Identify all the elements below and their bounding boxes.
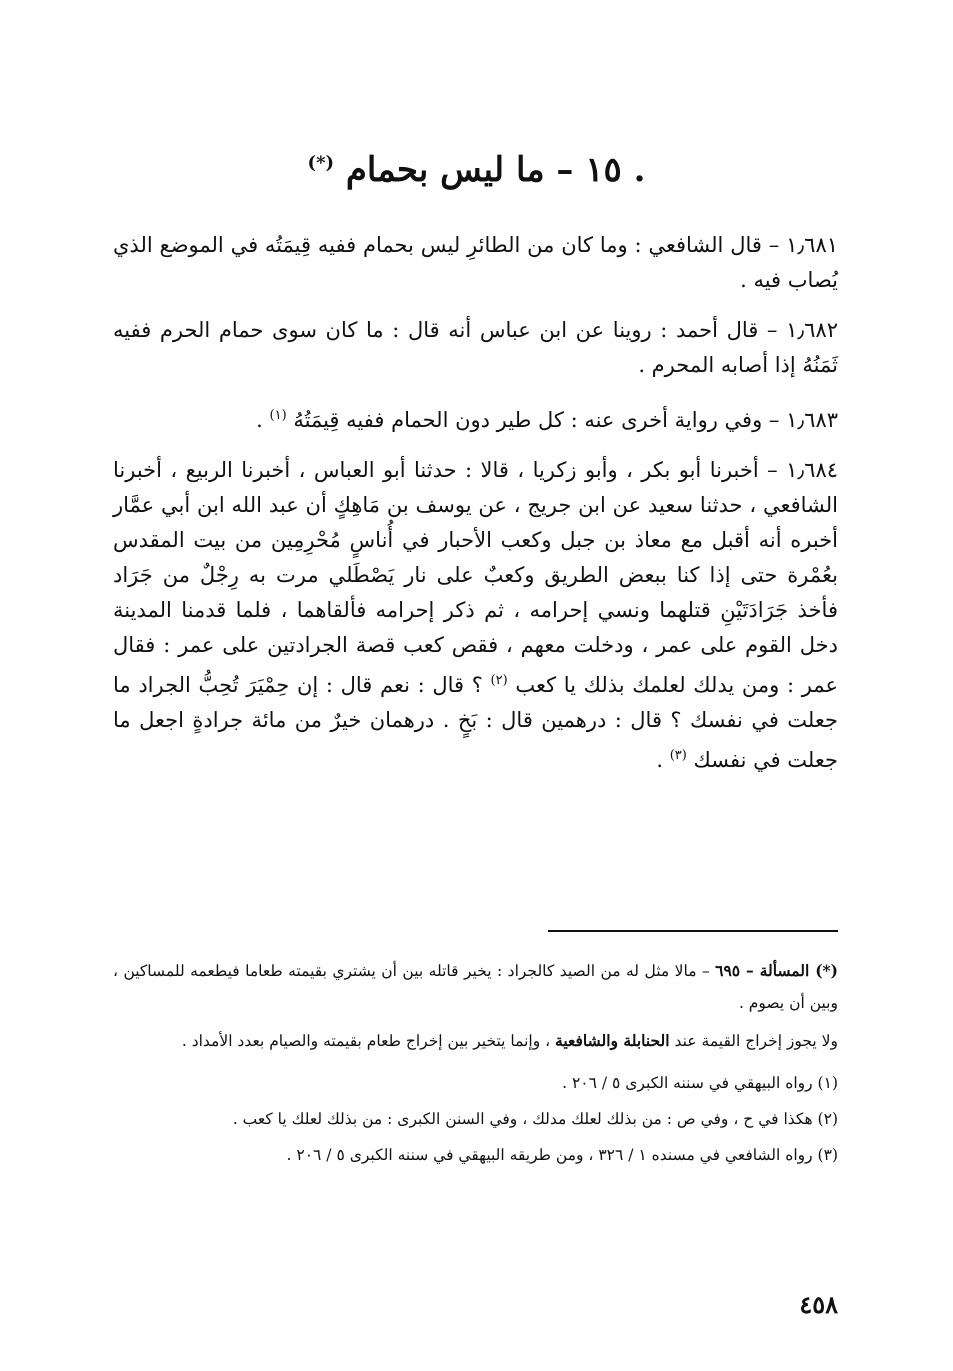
note-star-continued (113, 1025, 838, 1057)
note-star (113, 955, 838, 1019)
main-text (113, 228, 838, 793)
paragraph-1684 (113, 453, 838, 778)
footnote-divider (548, 930, 838, 932)
paragraph-1684-end: . (656, 748, 663, 772)
paragraph-1683-end: . (256, 408, 263, 432)
footnote-ref-3: (٣) (669, 748, 687, 763)
page-number: ٤٥٨ (799, 1290, 838, 1319)
paragraph-1684-text: ١٫٦٨٤ – أخبرنا أبو بكر ، وأبو زكريا ، قالا : حدثنا أبو العباس ، أخبرنا الربيع ، أخبرنا الشافعي ، حدثنا سعيد عن ابن جريج ، عن يوسف بن مَاهِكٍ أن عبد الله ابن أبي عمَّار أخبره أنه أقبل مع معاذ بن جبل وكعب الأحبار في أُناسٍ مُحْرِمِين من بيت المقدس بعُمْرة حتى إذا كنا ببعض الطريق وكعبٌ على نار يَصْطَلي مرت به رِجْلٌ من جَرَاد فأخذ جَرَادَتَيْنِ قتلهما ونسي إحرامه ، ثم ذكر إحرامه فألقاهما ، فلما قدمنا المدينة دخل القوم على عمر ، ودخلت معهم ، فقص كعب قصة الجرادتين على عمر : فقال عمر : ومن يدلك لعلمك بذلك يا كعب (113, 458, 838, 697)
note-star-text: – مالا مثل له من الصيد كالجراد : يخير قاتله بين أن يشتري بقيمته طعاما فيطعمه للمساكين ، وبين أن يصوم . (113, 962, 838, 1012)
paragraph-1683 (113, 398, 838, 438)
section-title-mark: (*) (307, 152, 334, 174)
note-cont-pre: ولا يجوز إخراج القيمة عند (674, 1032, 838, 1050)
paragraph-1684-text-2: ؟ قال : نعم قال : إن حِمْيَرَ تُحِبُّ الجراد ما جعلت في نفسك ؟ قال : درهمين قال : بَخٍ . درهمان خيرٌ من مائة جرادةٍ اجعل ما جعلت في نفسك (113, 673, 838, 772)
note-star-label: (*) المسألة – ٦٩٥ (715, 961, 838, 980)
paragraph-1682-text: ١٫٦٨٢ – قال أحمد : روينا عن ابن عباس أنه قال : ما كان سوى حمام الحرم ففيه ثَمَنُهُ إذا أصابه المحرم . (113, 318, 838, 377)
paragraph-1681-text: ١٫٦٨١ – قال الشافعي : وما كان من الطائرِ ليس بحمام ففيه قِيمَتُه في الموضع الذي يُصاب فيه . (113, 233, 838, 292)
paragraph-1682 (113, 313, 838, 383)
section-title (0, 150, 953, 190)
footnote-3: (٣) رواه الشافعي في مسنده ١ / ٣٢٦ ، ومن طريقه البيهقي في سننه الكبرى ٥ / ٢٠٦ . (286, 1146, 838, 1164)
footnote-ref-1: (١) (269, 408, 287, 423)
section-title-text: . ١٥ – ما ليس بحمام (345, 150, 646, 190)
footnote-ref-2: (٢) (490, 673, 508, 688)
paragraph-1683-text: ١٫٦٨٣ – وفي رواية أخرى عنه : كل طير دون الحمام ففيه قِيمَتُهُ (293, 408, 838, 432)
footnote-2: (٢) هكذا في ح ، وفي ص : من بذلك لعلك مدلك ، وفي السنن الكبرى : من بذلك لعلك يا كعب . (232, 1110, 838, 1128)
note-cont-post: ، وإنما يتخير بين إخراج طعام بقيمته والصيام بعدد الأمداد . (181, 1032, 551, 1050)
footnote-1: (١) رواه البيهقي في سننه الكبرى ٥ / ٢٠٦ . (562, 1074, 838, 1092)
footnotes (113, 955, 838, 1175)
paragraph-1681 (113, 228, 838, 298)
note-cont-bold: الحنابلة والشافعية (555, 1031, 670, 1050)
